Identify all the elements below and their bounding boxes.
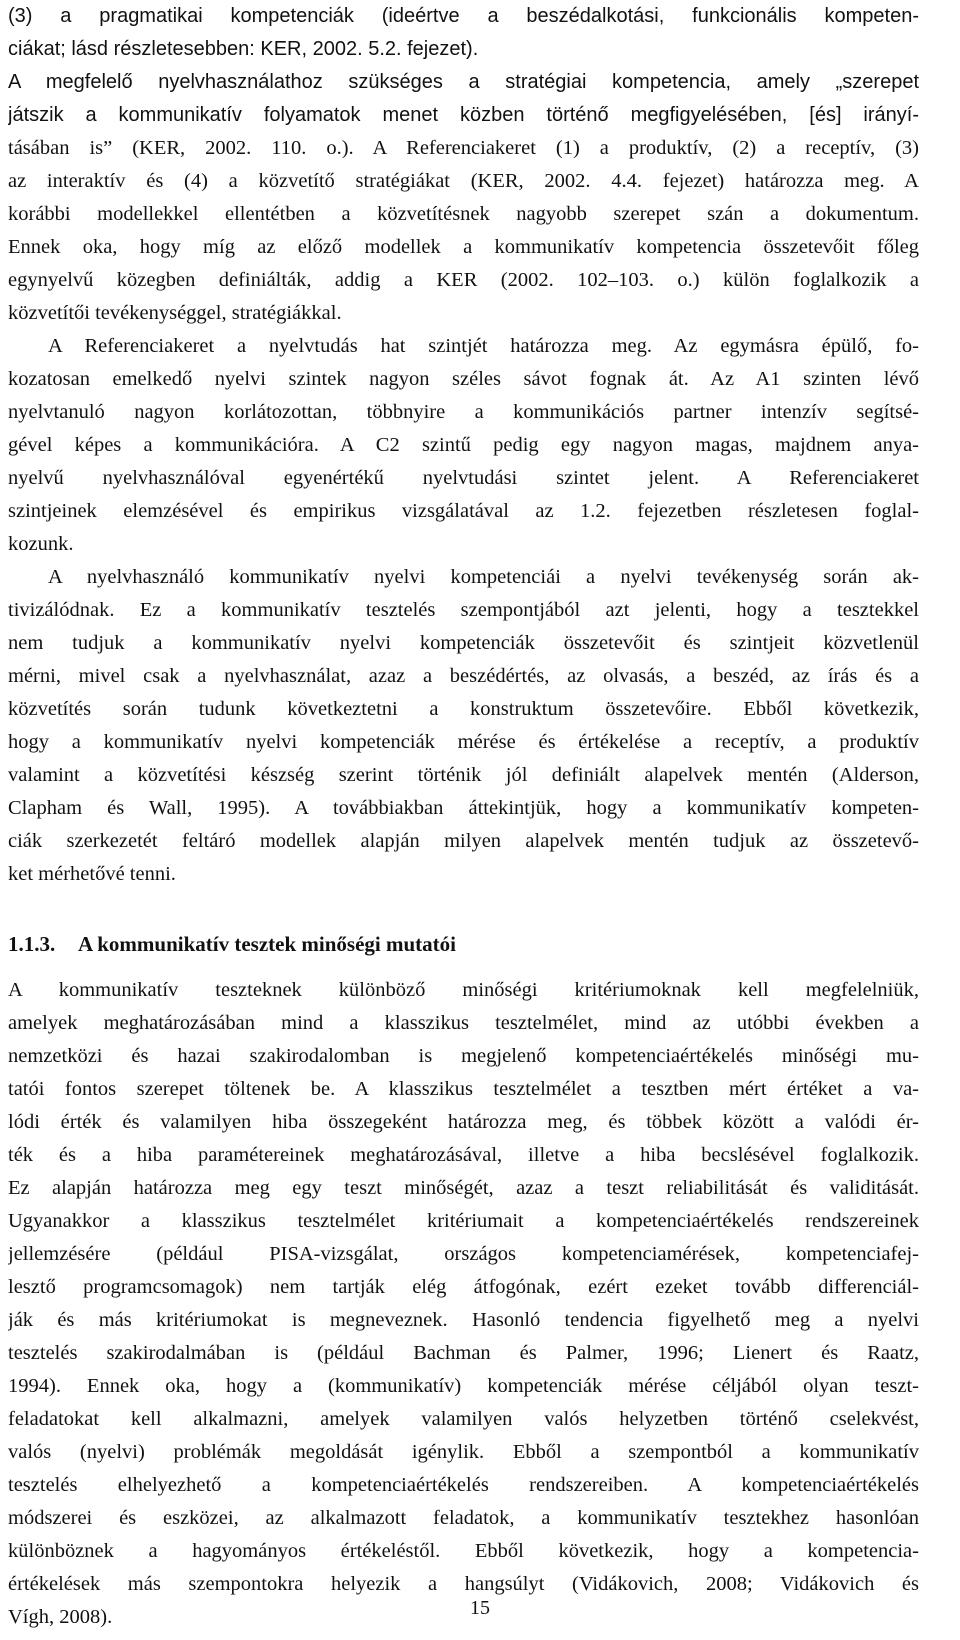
text-line: kozatosan emelkedő nyelvi szintek nagyon széles sávot fognak át. Az A1 szinten lévő: [8, 368, 919, 390]
text-line: Vígh, 2008).: [8, 1606, 113, 1628]
text-body: [8, 0, 919, 1634]
text-line: (3) a pragmatikai kompetenciák (ideértve a beszédalkotási, funkcionális kompeten-: [8, 5, 919, 27]
text-line: tatói fontos szerepet töltenek be. A klasszikus tesztelmélet a tesztben mért értéket a va-: [8, 1078, 919, 1100]
section-number: 1.1.3.: [8, 932, 56, 956]
text-line: nem tudjuk a kommunikatív nyelvi kompetenciák összetevőit és szintjeit közvetlenül: [8, 632, 919, 654]
text-line: tesztelés szakirodalmában is (például Bachman és Palmer, 1996; Lienert és Raatz,: [8, 1342, 919, 1364]
text-line: ciákat; lásd részletesebben: KER, 2002. 5.2. fejezet).: [8, 38, 479, 60]
text-line: amelyek meghatározásában mind a klasszikus tesztelmélet, mind az utóbbi években a: [8, 1012, 919, 1034]
paragraphs-top: [8, 0, 919, 891]
text-line: gével képes a kommunikációra. A C2 szintű pedig egy nagyon magas, majdnem anya-: [8, 434, 919, 456]
text-line: ják és más kritériumokat is megneveznek. Hasonló tendencia figyelhető meg a nyelvi: [8, 1309, 919, 1331]
text-line: jellemzésére (például PISA-vizsgálat, országos kompetenciamérések, kompetenciafej-: [8, 1243, 919, 1265]
text-line: tivizálódnak. Ez a kommunikatív tesztelés szempontjából azt jelenti, hogy a tesztekkel: [8, 599, 919, 621]
text-line: feladatokat kell alkalmazni, amelyek valamilyen valós helyzetben történő cselekvést,: [8, 1408, 919, 1430]
text-line: játszik a kommunikatív folyamatok menet közben történő megfigyelésében, [és] irányí-: [8, 104, 919, 126]
text-line: nemzetközi és hazai szakirodalomban is megjelenő kompetenciaértékelés minőségi mu-: [8, 1045, 919, 1067]
paragraphs-bottom: [8, 974, 919, 1634]
text-line: valamint a közvetítési készség szerint történik jól definiált alapelvek mentén (Alderson,: [8, 764, 919, 786]
text-line: szintjeinek elemzésével és empirikus vizsgálatával az 1.2. fejezetben részletesen foglal-: [8, 500, 919, 522]
text-line: korábbi modellekkel ellentétben a közvetítésnek nagyobb szerepet szán a dokumentum.: [8, 203, 919, 225]
text-line: értékelések más szempontokra helyezik a hangsúlyt (Vidákovich, 2008; Vidákovich és: [8, 1573, 919, 1595]
text-line: lesztő programcsomagok) nem tartják elég átfogónak, ezért ezeket tovább differenciál-: [8, 1276, 919, 1298]
text-line: valós (nyelvi) problémák megoldását igénylik. Ebből a szempontból a kommunikatív: [8, 1441, 919, 1463]
text-line: egynyelvű közegben definiálták, addig a KER (2002. 102–103. o.) külön foglalkozik a: [8, 269, 919, 291]
text-line: az interaktív és (4) a közvetítő stratégiákat (KER, 2002. 4.4. fejezet) határozza meg. A: [8, 170, 919, 192]
page-number: 15: [470, 1597, 490, 1619]
text-line: hogy a kommunikatív nyelvi kompetenciák mérése és értékelése a receptív, a produktív: [8, 731, 919, 753]
text-line: A nyelvhasználó kommunikatív nyelvi kompetenciái a nyelvi tevékenység során ak-: [48, 566, 919, 588]
text-line: ték és a hiba paramétereinek meghatározásával, illetve a hiba becslésével foglalkozik.: [8, 1144, 919, 1166]
text-line: különböznek a hagyományos értékeléstől. Ebből következik, hogy a kompetencia-: [8, 1540, 919, 1562]
text-line: Ugyanakkor a klasszikus tesztelmélet kritériumait a kompetenciaértékelés rendszereinek: [8, 1210, 919, 1232]
section-heading: [8, 924, 919, 964]
text-line: tesztelés elhelyezhető a kompetenciaértékelés rendszereiben. A kompetenciaértékelés: [8, 1474, 919, 1496]
text-line: A megfelelő nyelvhasználathoz szükséges a stratégiai kompetencia, amely „szerepet: [8, 71, 919, 93]
text-line: lódi érték és valamilyen hiba összegeként határozza meg, és többek között a valódi ér-: [8, 1111, 919, 1133]
text-line: A kommunikatív teszteknek különböző minőségi kritériumoknak kell megfelelniük,: [8, 979, 919, 1001]
text-line: közvetítői tevékenységgel, stratégiákkal.: [8, 302, 342, 324]
text-line: közvetítés során tudunk következtetni a konstruktum összetevőire. Ebből következik,: [8, 698, 919, 720]
text-line: tásában is” (KER, 2002. 110. o.). A Referenciakeret (1) a produktív, (2) a receptív, (3): [8, 137, 919, 159]
text-line: nyelvű nyelvhasználóval egyenértékű nyelvtudási szintet jelent. A Referenciakeret: [8, 467, 919, 489]
text-line: módszerei és eszközei, az alkalmazott feladatok, a kommunikatív tesztekhez hasonlóan: [8, 1507, 919, 1529]
text-line: mérni, mivel csak a nyelvhasználat, azaz a beszédértés, az olvasás, a beszéd, az írás és a: [8, 665, 919, 687]
text-line: kozunk.: [8, 533, 74, 555]
text-line: Ennek oka, hogy míg az előző modellek a kommunikatív kompetencia összetevőit főleg: [8, 236, 919, 258]
text-line: A Referenciakeret a nyelvtudás hat szintjét határozza meg. Az egymásra épülő, fo-: [48, 335, 919, 357]
text-line: Clapham és Wall, 1995). A továbbiakban áttekintjük, hogy a kommunikatív kompeten-: [8, 797, 919, 819]
section-title: A kommunikatív tesztek minőségi mutatói: [78, 932, 456, 956]
text-line: 1994). Ennek oka, hogy a (kommunikatív) kompetenciák mérése céljából olyan teszt-: [8, 1375, 919, 1397]
text-line: nyelvtanuló nagyon korlátozottan, többnyire a kommunikációs partner intenzív segítsé-: [8, 401, 919, 423]
text-line: ket mérhetővé tenni.: [8, 863, 176, 885]
text-line: ciák szerkezetét feltáró modellek alapján milyen alapelvek mentén tudjuk az összetevő-: [8, 830, 919, 852]
text-line: Ez alapján határozza meg egy teszt minőségét, azaz a teszt reliabilitását és validitását.: [8, 1177, 919, 1199]
